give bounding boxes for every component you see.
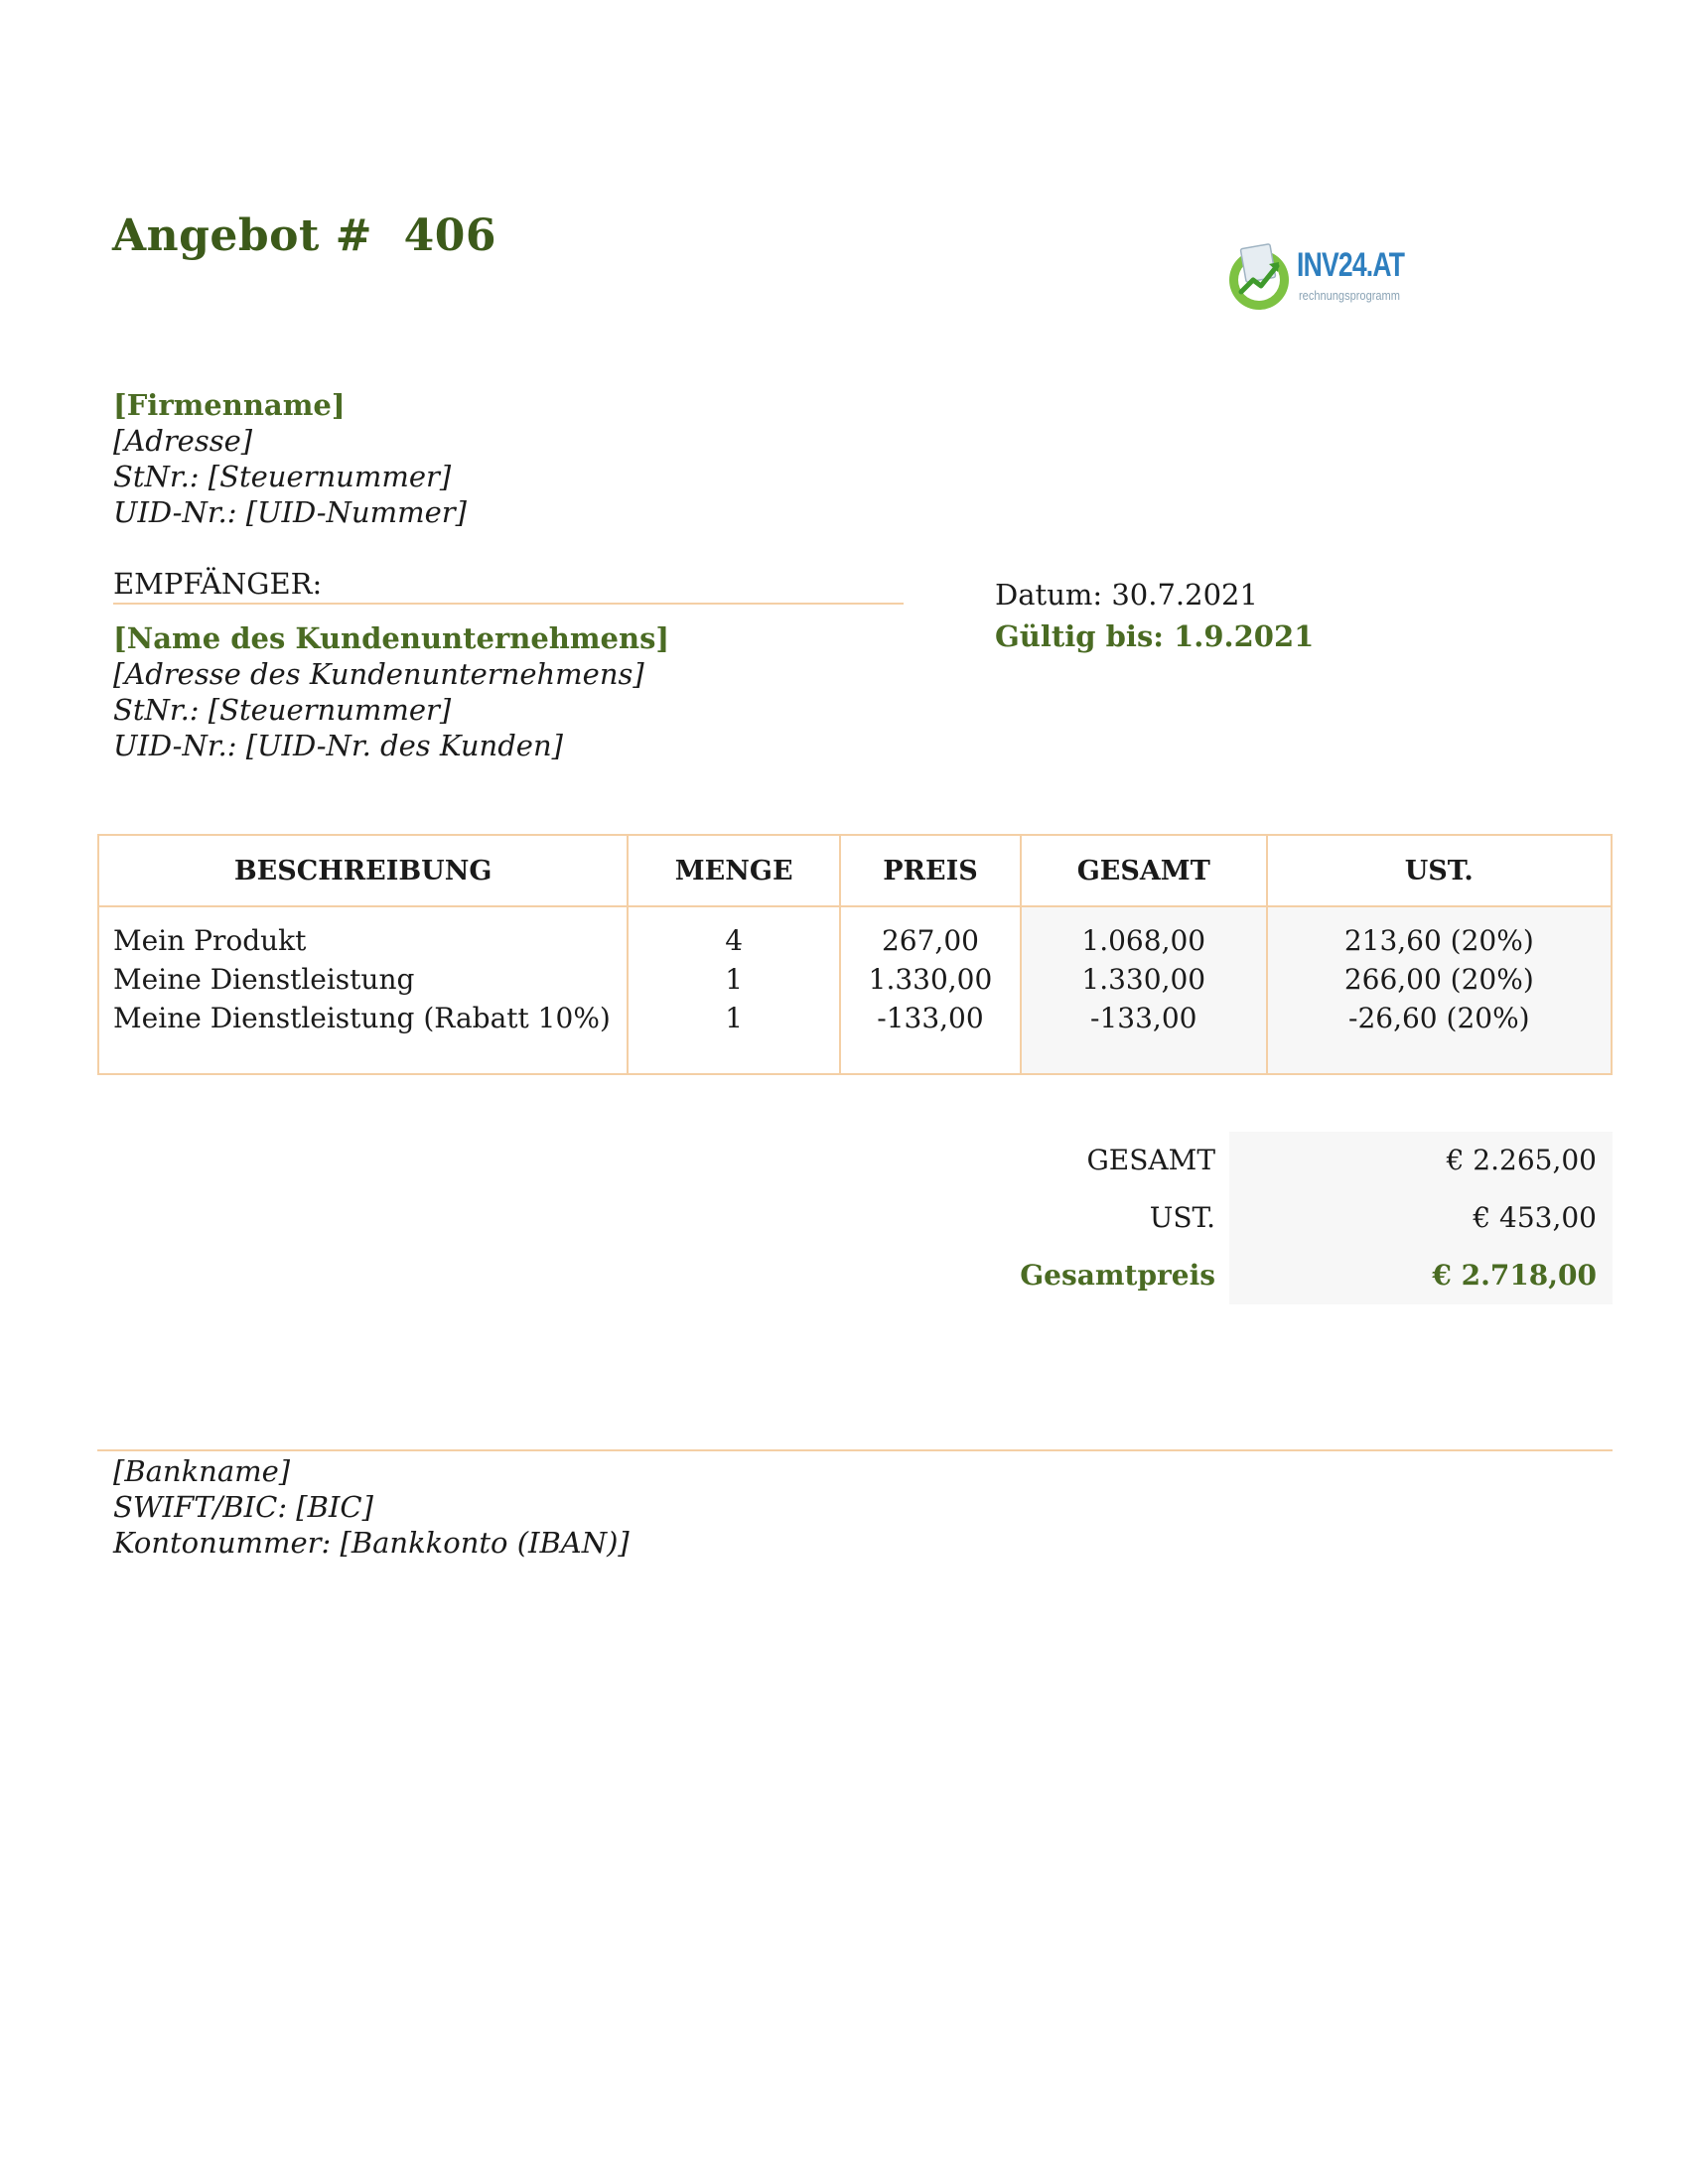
table-body-row	[98, 906, 1612, 1074]
price-column	[840, 906, 1021, 1074]
recipient-company: [Name des Kundenunternehmens]	[113, 621, 670, 655]
bank-name: [Bankname]	[113, 1454, 291, 1488]
header-vat: UST.	[1267, 835, 1612, 906]
vat-total-label: UST.	[1149, 1201, 1215, 1234]
table-cell-quantity: 1	[725, 1002, 744, 1034]
dates-block	[995, 574, 1314, 657]
total-column	[1021, 906, 1267, 1074]
header-description: BESCHREIBUNG	[98, 835, 628, 906]
valid-until: Gültig bis: 1.9.2021	[995, 619, 1315, 653]
sender-uid: UID-Nr.: [UID-Nummer]	[113, 495, 467, 529]
vat-total-row	[993, 1189, 1613, 1247]
vat-column	[1267, 906, 1612, 1074]
recipient-divider	[113, 603, 904, 605]
document-title: Angebot # 406	[112, 210, 496, 261]
table-cell-total: 1.068,00	[1081, 924, 1206, 957]
table-cell-vat: -26,60 (20%)	[1348, 1002, 1530, 1034]
quantity-column	[628, 906, 840, 1074]
table-cell-total: 1.330,00	[1081, 963, 1206, 996]
grand-total-row	[993, 1247, 1613, 1304]
vat-total-value: € 453,00	[1229, 1189, 1613, 1247]
table-cell-price: 1.330,00	[868, 963, 993, 996]
offer-date: Datum: 30.7.2021	[995, 578, 1258, 612]
sender-tax-number: StNr.: [Steuernummer]	[113, 460, 452, 493]
subtotal-label: GESAMT	[1086, 1144, 1215, 1176]
table-cell-quantity: 4	[725, 924, 744, 957]
footer-divider	[97, 1449, 1613, 1451]
recipient-tax-number: StNr.: [Steuernummer]	[113, 693, 452, 727]
table-cell-total: -133,00	[1090, 1002, 1197, 1034]
logo-chart-icon	[1223, 240, 1295, 312]
table-cell-price: -133,00	[877, 1002, 984, 1034]
sender-company: [Firmenname]	[113, 388, 346, 422]
bank-swift: SWIFT/BIC: [BIC]	[113, 1490, 373, 1524]
company-logo	[1223, 240, 1442, 320]
logo-tagline: rechnungsprogramm	[1299, 288, 1400, 303]
subtotal-row	[993, 1132, 1613, 1189]
items-table	[97, 834, 1613, 1075]
description-column	[98, 906, 628, 1074]
table-header-row	[98, 835, 1612, 906]
table-cell-description: Meine Dienstleistung (Rabatt 10%)	[113, 1002, 611, 1034]
logo-brand-text: INV24.AT	[1297, 246, 1405, 284]
sender-block	[113, 387, 467, 530]
header-quantity: MENGE	[628, 835, 840, 906]
sender-address: [Adresse]	[113, 424, 253, 458]
grand-total-label: Gesamtpreis	[1020, 1259, 1215, 1292]
totals-block	[993, 1132, 1613, 1304]
header-total: GESAMT	[1021, 835, 1267, 906]
table-cell-vat: 213,60 (20%)	[1343, 924, 1534, 957]
table-cell-quantity: 1	[725, 963, 744, 996]
subtotal-value: € 2.265,00	[1229, 1132, 1613, 1189]
recipient-uid: UID-Nr.: [UID-Nr. des Kunden]	[113, 729, 563, 762]
header-price: PREIS	[840, 835, 1021, 906]
table-cell-description: Meine Dienstleistung	[113, 963, 415, 996]
table-cell-vat: 266,00 (20%)	[1343, 963, 1534, 996]
bank-block	[113, 1453, 630, 1561]
table-cell-description: Mein Produkt	[113, 924, 307, 957]
table-cell-price: 267,00	[881, 924, 979, 957]
bank-account: Kontonummer: [Bankkonto (IBAN)]	[113, 1526, 630, 1560]
recipient-block	[113, 620, 669, 763]
recipient-label: EMPFÄNGER:	[113, 567, 323, 601]
recipient-address: [Adresse des Kundenunternehmens]	[113, 657, 644, 691]
grand-total-value: € 2.718,00	[1229, 1247, 1613, 1304]
